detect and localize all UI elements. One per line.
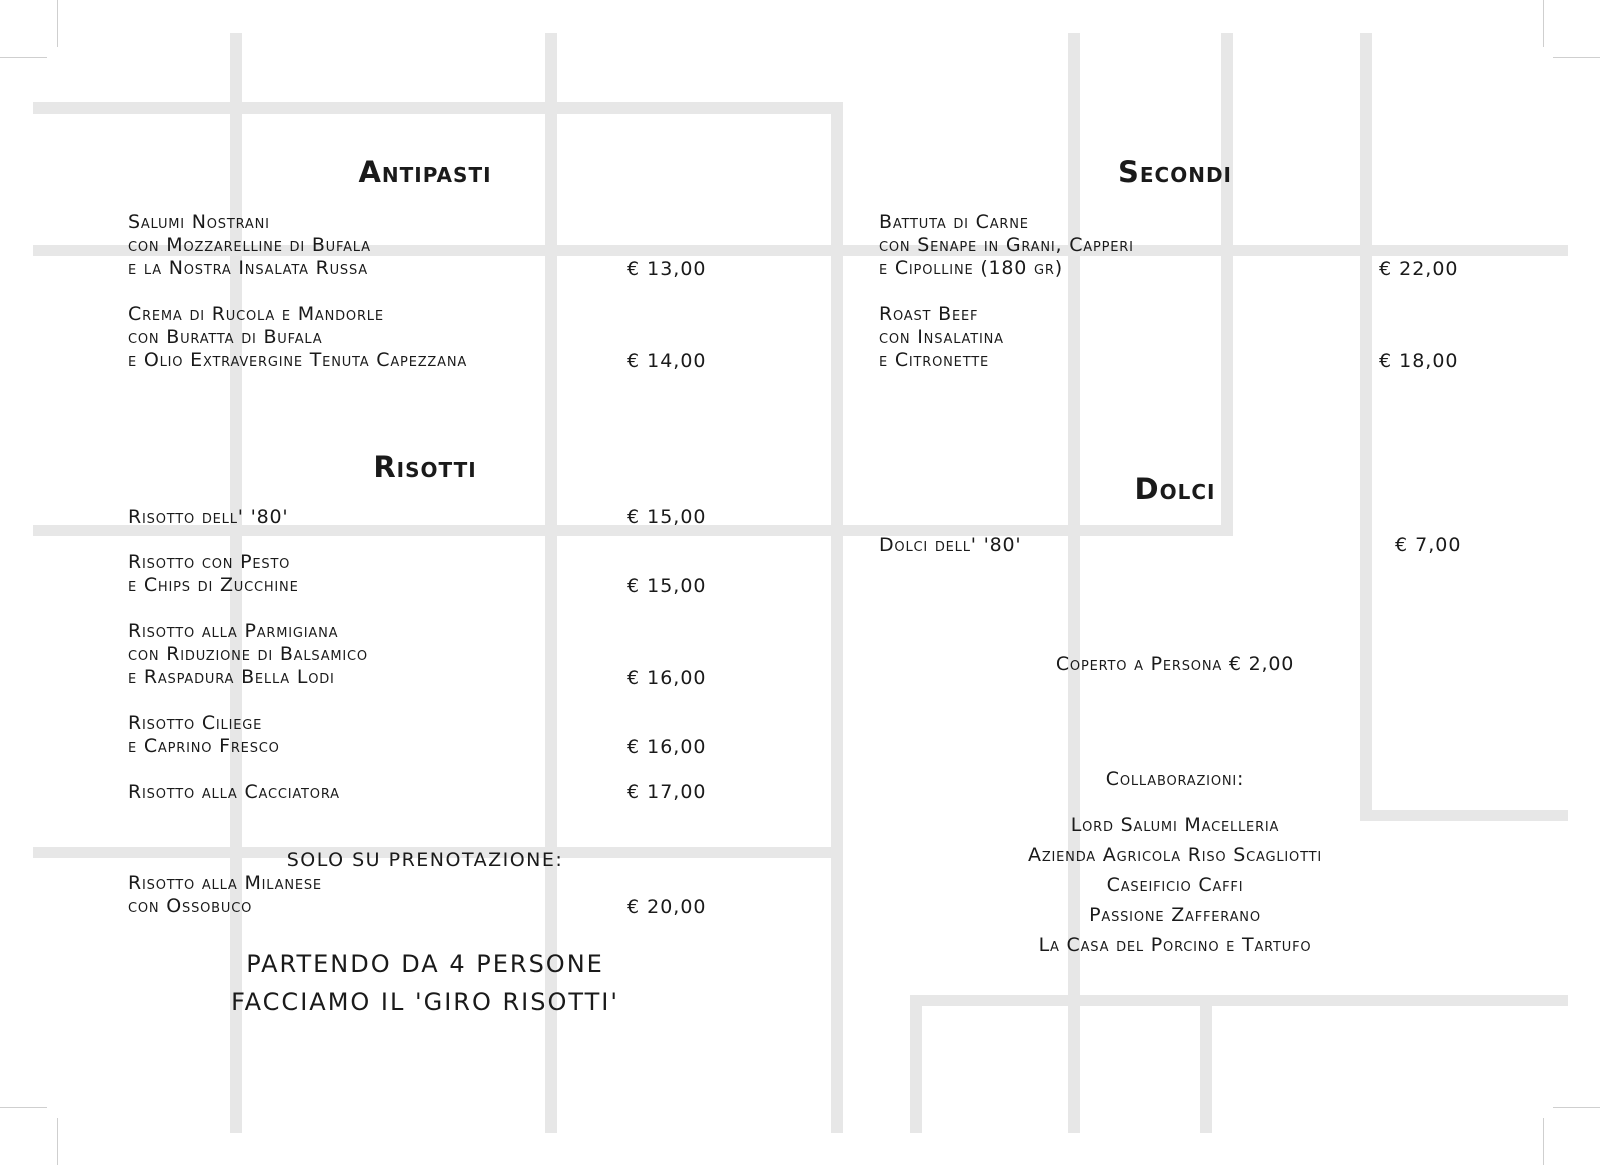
- dolci-item-1-name: Dolci dell' '80': [879, 534, 1022, 556]
- risotti-item-1-price: € 15,00: [627, 506, 707, 528]
- coperto-note: Coperto a Persona € 2,00: [1055, 653, 1295, 675]
- giro-risotti-line-2: FACCIAMO IL 'GIRO RISOTTI': [231, 988, 619, 1016]
- secondi-heading: Secondi: [1117, 155, 1232, 189]
- collaborazioni-name-4: Passione Zafferano: [1089, 904, 1261, 926]
- risotti-item-2-price: € 15,00: [627, 575, 707, 597]
- secondi-item-2-name: Roast Beef con Insalatina e Citronette: [879, 303, 1004, 371]
- risotti-item-5-name: Risotto alla Cacciatora: [128, 781, 340, 803]
- risotti-heading: Risotti: [373, 450, 477, 484]
- risotti-item-1-name: Risotto dell' '80': [128, 506, 289, 528]
- antipasti-heading: Antipasti: [358, 155, 492, 189]
- collaborazioni-name-3: Caseificio Caffi: [1106, 874, 1244, 896]
- dolci-item-1-price: € 7,00: [1395, 534, 1462, 556]
- antipasti-item-2-price: € 14,00: [627, 350, 707, 372]
- secondi-item-1-price: € 22,00: [1379, 258, 1459, 280]
- risotti-item-4-name: Risotto Ciliege e Caprino Fresco: [128, 712, 280, 757]
- risotti-item-2-name: Risotto con Pesto e Chips di Zucchine: [128, 551, 299, 596]
- collaborazioni-name-2: Azienda Agricola Riso Scagliotti: [1028, 844, 1322, 866]
- antipasti-item-1-name: Salumi Nostrani con Mozzarelline di Bufala e la Nostra Insalata Russa: [128, 211, 371, 279]
- collaborazioni-name-5: La Casa del Porcino e Tartufo: [1038, 934, 1312, 956]
- booking-item-price: € 20,00: [627, 896, 707, 918]
- secondi-item-1-name: Battuta di Carne con Senape in Grani, Capperi e Cipolline (180 gr): [879, 211, 1134, 279]
- risotti-item-4-price: € 16,00: [627, 736, 707, 758]
- risotti-item-5-price: € 17,00: [627, 781, 707, 803]
- collaborazioni-heading: Collaborazioni:: [1105, 768, 1245, 790]
- collaborazioni-name-1: Lord Salumi Macelleria: [1070, 814, 1280, 836]
- booking-note: SOLO SU PRENOTAZIONE:: [286, 849, 564, 871]
- antipasti-item-2-name: Crema di Rucola e Mandorle con Buratta di Bufala e Olio Extravergine Tenuta Capezzana: [128, 303, 468, 371]
- antipasti-item-1-price: € 13,00: [627, 258, 707, 280]
- risotti-item-3-price: € 16,00: [627, 667, 707, 689]
- risotti-item-3-name: Risotto alla Parmigiana con Riduzione di Balsamico e Raspadura Bella Lodi: [128, 620, 368, 688]
- dolci-heading: Dolci: [1134, 472, 1216, 506]
- booking-item-name: Risotto alla Milanese con Ossobuco: [128, 872, 322, 917]
- giro-risotti-line-1: PARTENDO DA 4 PERSONE: [246, 950, 604, 978]
- secondi-item-2-price: € 18,00: [1379, 350, 1459, 372]
